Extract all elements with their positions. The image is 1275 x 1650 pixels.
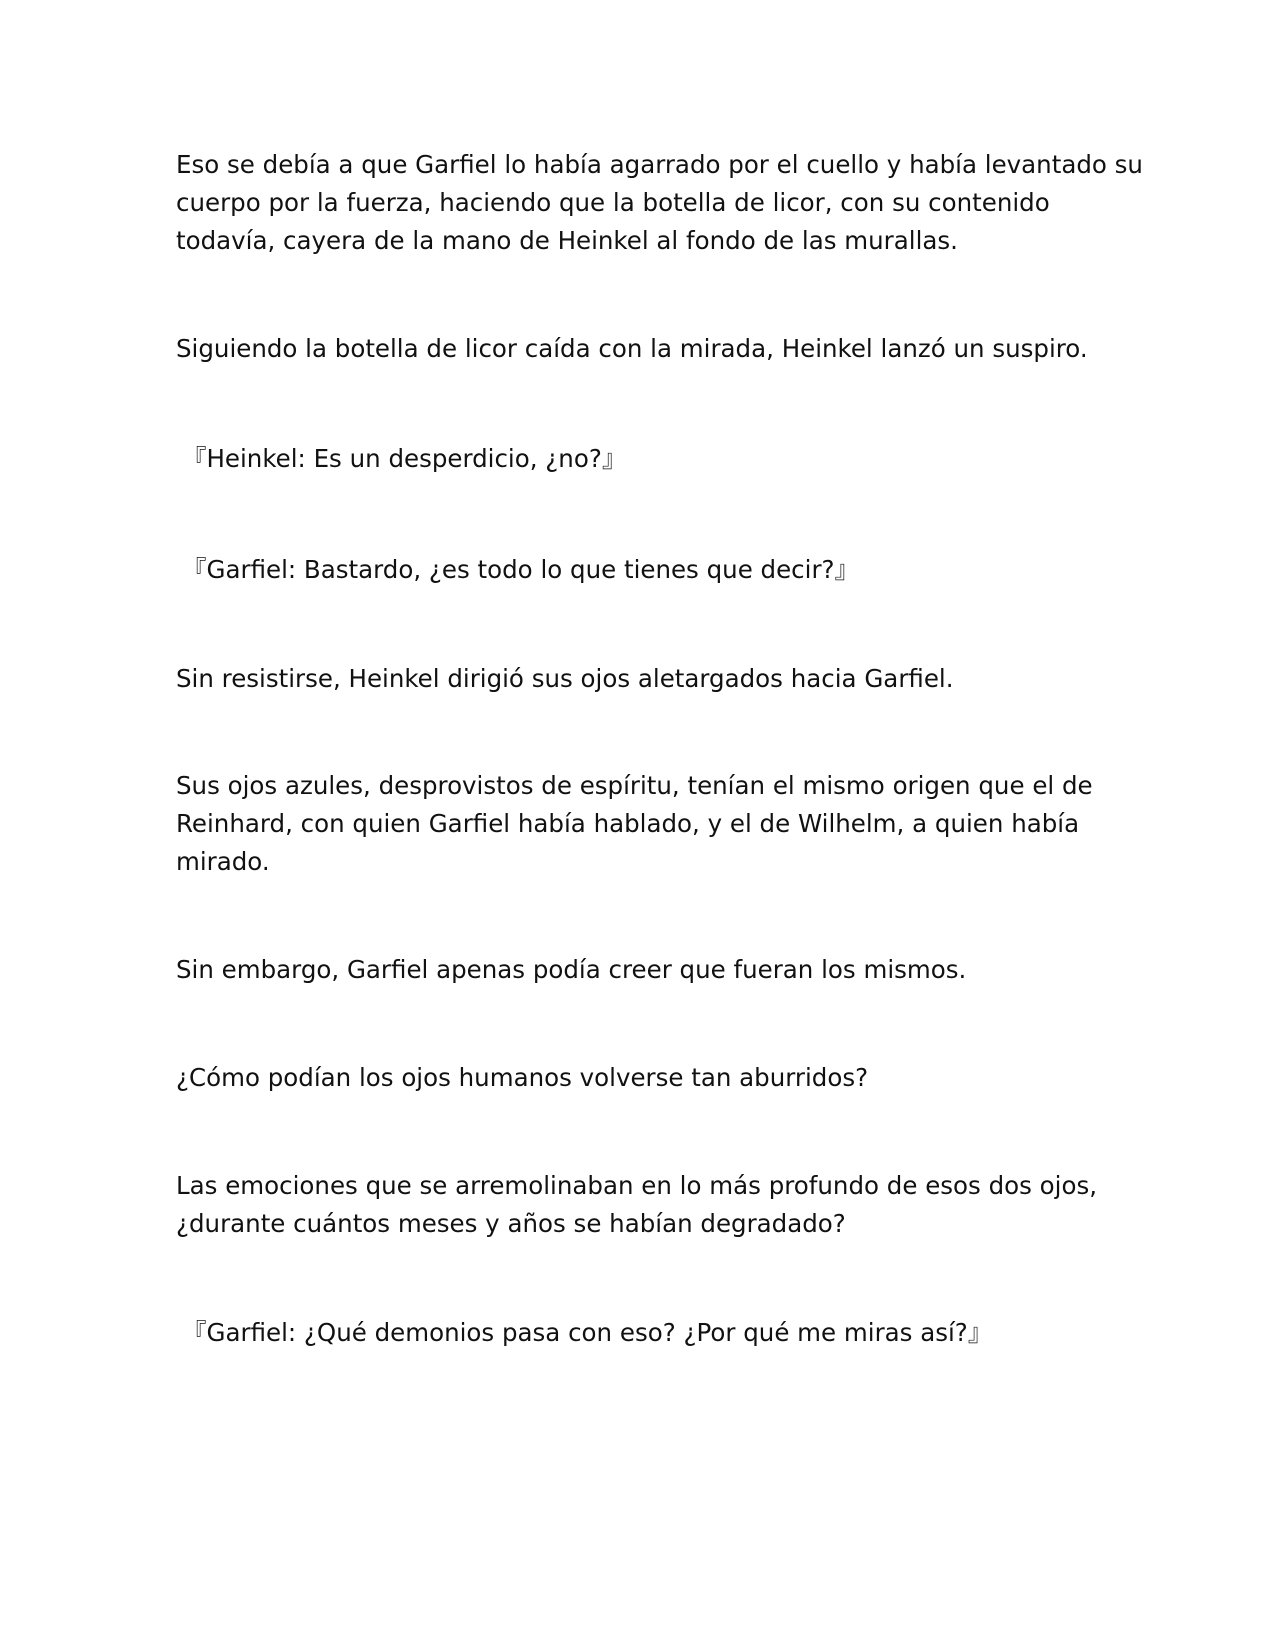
paragraph-line: cuerpo por la fuerza, haciendo que la botella de licor, con su contenido bbox=[176, 188, 1050, 217]
paragraph-line: Eso se debía a que Garfiel lo había agarrado por el cuello y había levantado su bbox=[176, 150, 1143, 179]
paragraph-line: ¿Cómo podían los ojos humanos volverse tan aburridos? bbox=[176, 1063, 869, 1092]
paragraph-line: Sin resistirse, Heinkel dirigió sus ojos aletargados hacia Garfiel. bbox=[176, 664, 954, 693]
paragraph-7 bbox=[176, 1167, 1106, 1243]
paragraph-2 bbox=[176, 330, 1106, 368]
dialogue-garfiel-1 bbox=[182, 551, 1112, 589]
paragraph-5 bbox=[176, 951, 1106, 989]
dialogue-garfiel-2 bbox=[182, 1314, 1112, 1352]
paragraph-line: Sus ojos azules, desprovistos de espíritu, tenían el mismo origen que el de bbox=[176, 771, 1093, 800]
paragraph-3 bbox=[176, 660, 1106, 698]
paragraph-line: ¿durante cuántos meses y años se habían degradado? bbox=[176, 1209, 846, 1238]
paragraph-line: todavía, cayera de la mano de Heinkel al fondo de las murallas. bbox=[176, 226, 958, 255]
paragraph-line: mirado. bbox=[176, 847, 270, 876]
dialogue-line: 『Heinkel: Es un desperdicio, ¿no?』 bbox=[182, 444, 627, 473]
dialogue-heinkel bbox=[182, 440, 1112, 478]
paragraph-6 bbox=[176, 1059, 1106, 1097]
paragraph-line: Las emociones que se arremolinaban en lo más profundo de esos dos ojos, bbox=[176, 1171, 1097, 1200]
paragraph-line: Siguiendo la botella de licor caída con la mirada, Heinkel lanzó un suspiro. bbox=[176, 334, 1088, 363]
paragraph-1 bbox=[176, 146, 1143, 260]
paragraph-line: Sin embargo, Garfiel apenas podía creer que fueran los mismos. bbox=[176, 955, 967, 984]
dialogue-line: 『Garfiel: Bastardo, ¿es todo lo que tienes que decir?』 bbox=[182, 555, 860, 584]
paragraph-line: Reinhard, con quien Garfiel había hablado, y el de Wilhelm, a quien había bbox=[176, 809, 1080, 838]
paragraph-4 bbox=[176, 767, 1106, 881]
dialogue-line: 『Garfiel: ¿Qué demonios pasa con eso? ¿Por qué me miras así?』 bbox=[182, 1318, 993, 1347]
